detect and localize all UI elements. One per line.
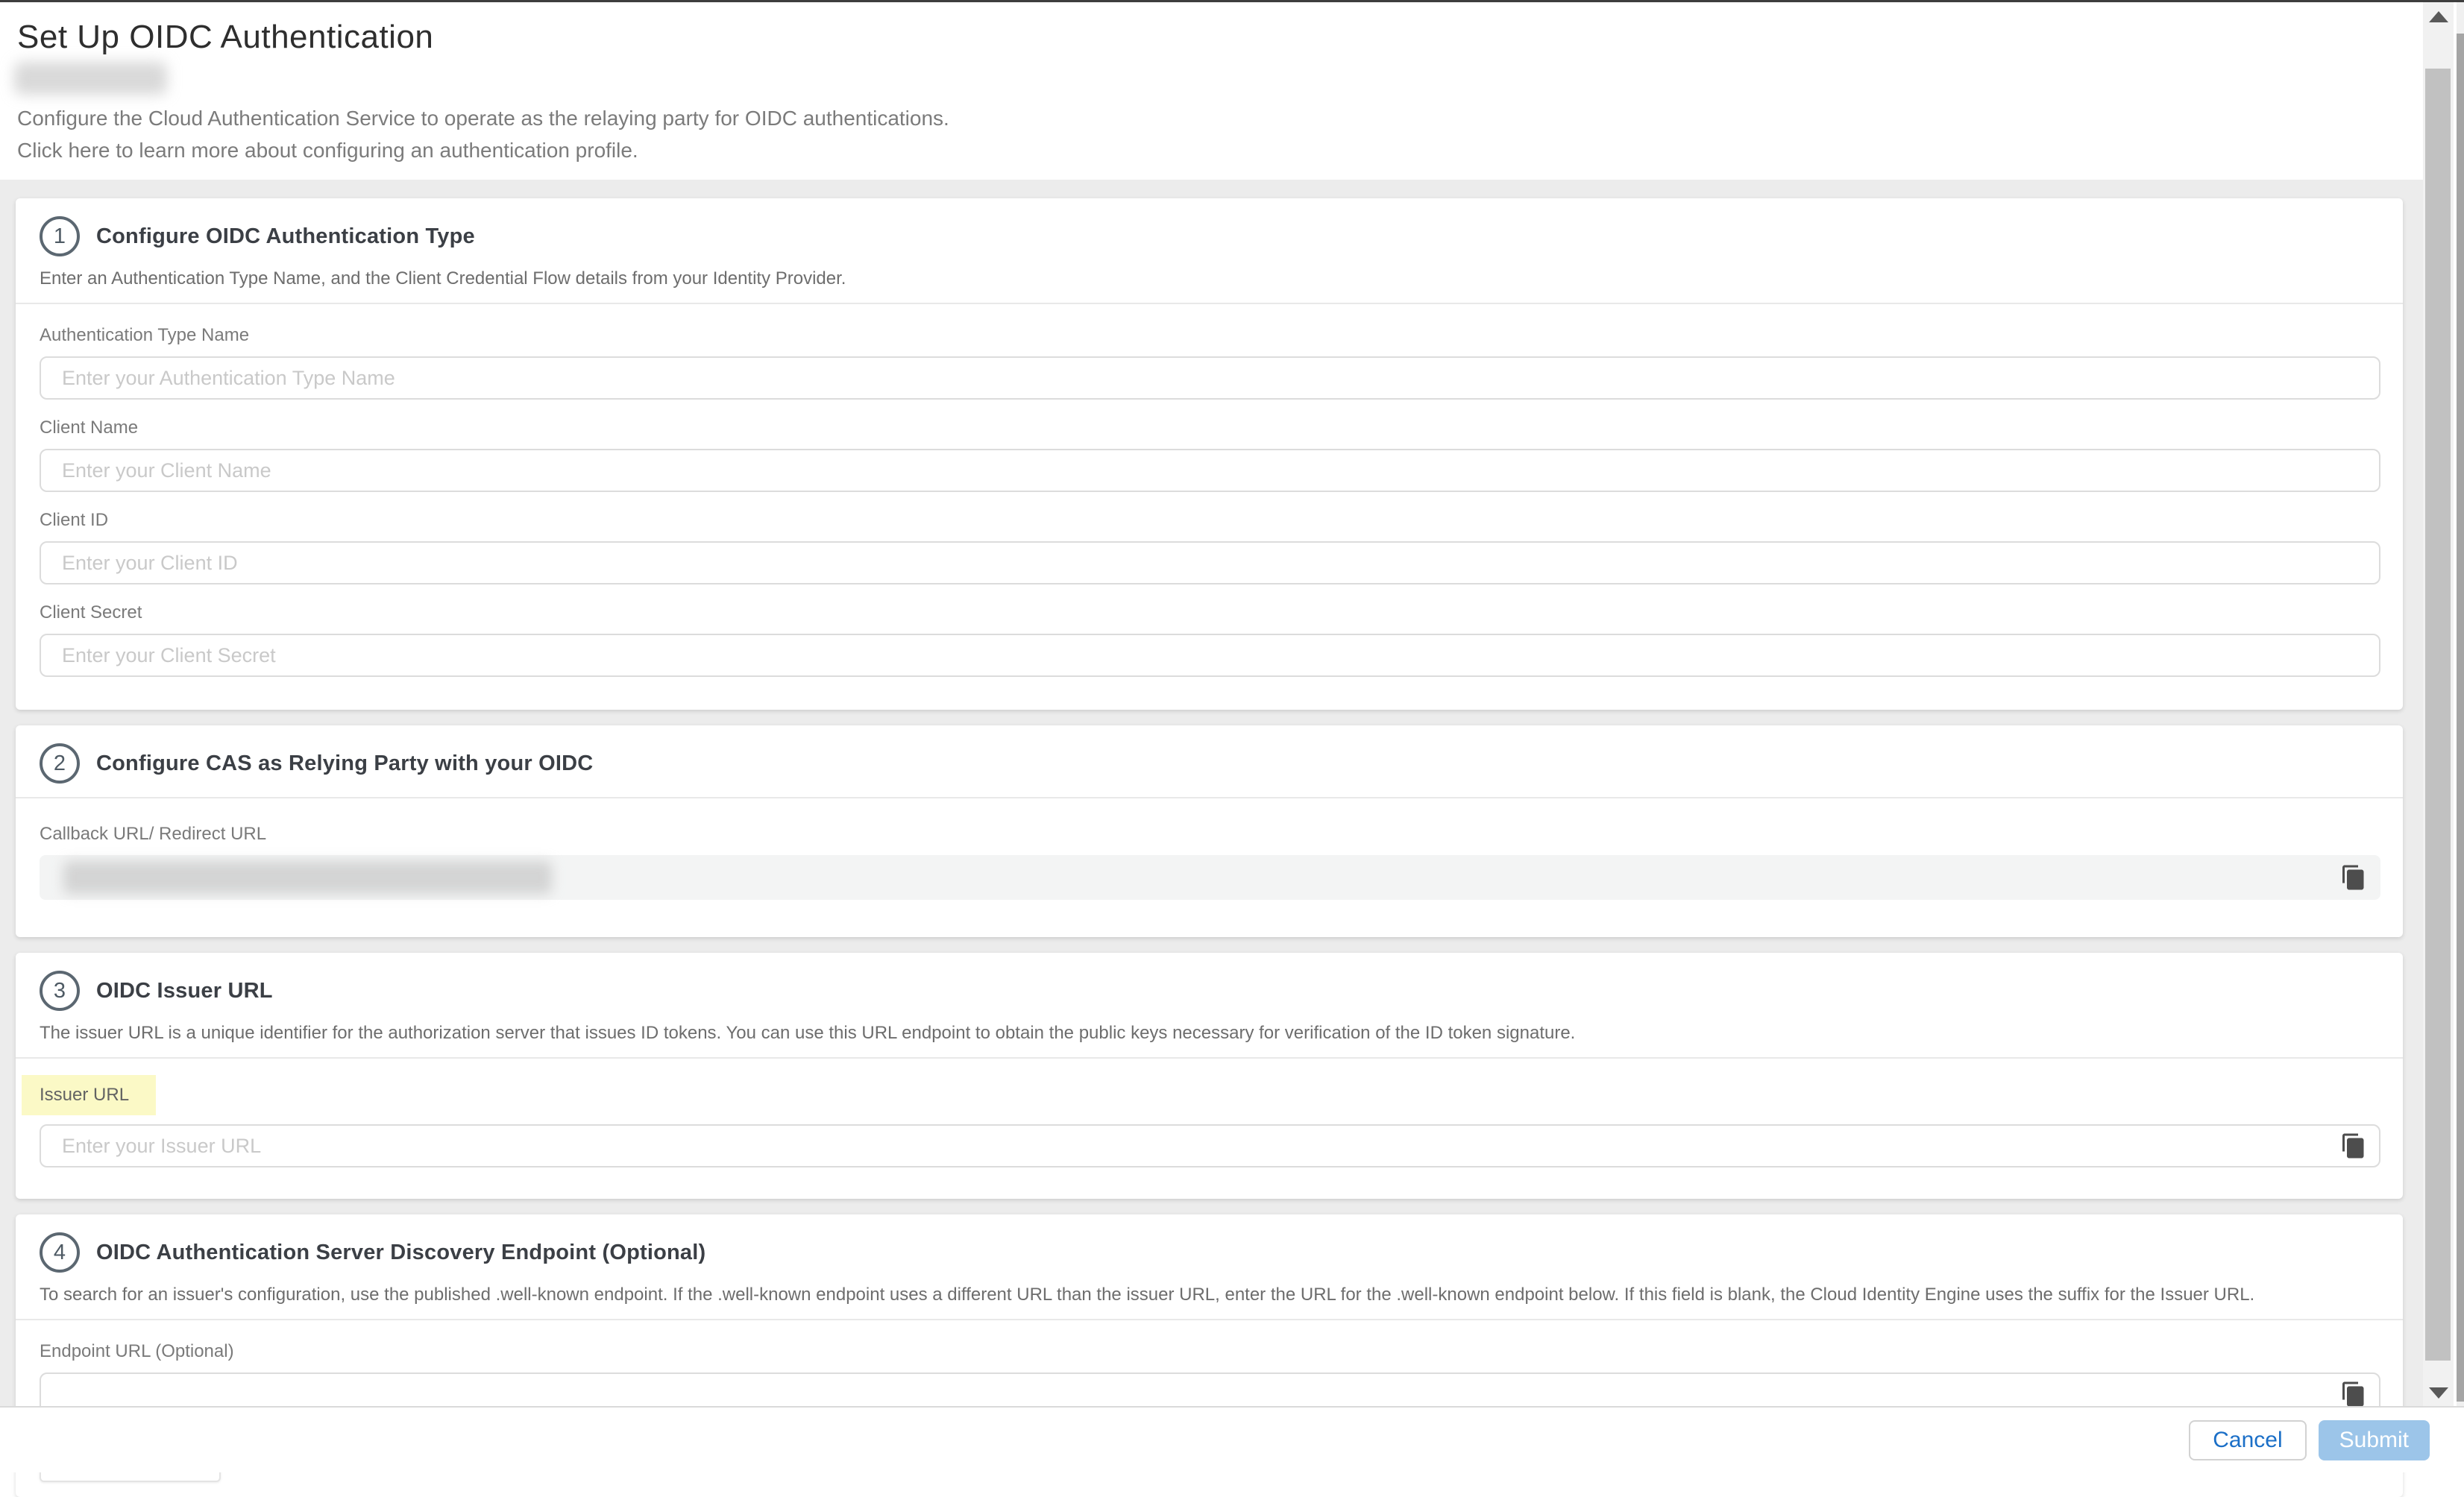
redacted-callback-url-value (63, 861, 552, 894)
auth-type-name-label: Authentication Type Name (40, 325, 250, 345)
client-secret-label: Client Secret (40, 602, 142, 623)
step-number-badge: 1 (40, 216, 80, 256)
step-number-badge: 2 (40, 743, 80, 784)
client-id-label: Client ID (40, 510, 109, 530)
section-description: Enter an Authentication Type Name, and the Client Credential Flow details from your Identity Provider. (40, 268, 846, 289)
page-title: Set Up OIDC Authentication (17, 19, 434, 55)
callback-url-readonly-field (40, 855, 2380, 900)
section-title: Configure OIDC Authentication Type (96, 224, 475, 248)
vertical-scrollbar[interactable] (2423, 2, 2454, 1406)
issuer-url-label: Issuer URL (40, 1085, 130, 1105)
issuer-url-input[interactable] (40, 1124, 2380, 1167)
section-description: To search for an issuer's configuration, use the published .well-known endpoint. If the .well-known endpoint uses a different URL than the issuer URL, enter the URL for the .well-known endpoint below. If this field is blank, the Cloud Identity Engine uses the suffix for the Issuer URL. (40, 1285, 2255, 1305)
auth-type-name-input[interactable] (40, 356, 2380, 400)
step-number-badge: 4 (40, 1232, 80, 1273)
callback-url-label: Callback URL/ Redirect URL (40, 824, 267, 844)
copy-icon[interactable] (2339, 1131, 2369, 1161)
scroll-up-icon[interactable] (2429, 11, 2448, 22)
submit-button[interactable]: Submit (2319, 1420, 2430, 1460)
client-secret-input[interactable] (40, 634, 2380, 677)
section-description: The issuer URL is a unique identifier for the authorization server that issues ID tokens. You can use this URL endpoint to obtain the public keys necessary for verification of the ID token signature. (40, 1023, 1576, 1043)
footer-action-bar (0, 1406, 2464, 1472)
step-number-badge: 3 (40, 971, 80, 1011)
section-title: Configure CAS as Relying Party with your OIDC (96, 751, 594, 775)
scrollbar-thumb[interactable] (2425, 69, 2451, 1361)
page-header (0, 2, 2423, 180)
section-configure-oidc-auth-type (16, 198, 2403, 710)
copy-icon[interactable] (2339, 863, 2369, 892)
page-description: Configure the Cloud Authentication Service to operate as the relaying party for OIDC authentications. (17, 107, 949, 130)
section-configure-cas-relying-party (16, 725, 2403, 937)
cancel-button[interactable]: Cancel (2189, 1420, 2306, 1460)
client-name-input[interactable] (40, 449, 2380, 492)
endpoint-url-label: Endpoint URL (Optional) (40, 1341, 234, 1361)
section-title: OIDC Authentication Server Discovery Endpoint (Optional) (96, 1240, 706, 1264)
redacted-subtitle (14, 62, 167, 95)
issuer-url-highlight (22, 1075, 156, 1115)
client-id-input[interactable] (40, 541, 2380, 584)
outer-scrollbar-track[interactable] (2457, 2, 2464, 1406)
main-scroll-region (0, 2, 2423, 1406)
section-oidc-issuer-url (16, 953, 2403, 1199)
section-title: OIDC Issuer URL (96, 978, 273, 1003)
client-name-label: Client Name (40, 417, 139, 438)
copy-icon[interactable] (2339, 1379, 2369, 1409)
outer-scrollbar-thumb[interactable] (2457, 34, 2464, 1402)
learn-more-link[interactable]: Click here to learn more about configuring an authentication profile. (17, 139, 638, 162)
window-top-edge (0, 0, 2464, 2)
scroll-down-icon[interactable] (2429, 1387, 2448, 1399)
